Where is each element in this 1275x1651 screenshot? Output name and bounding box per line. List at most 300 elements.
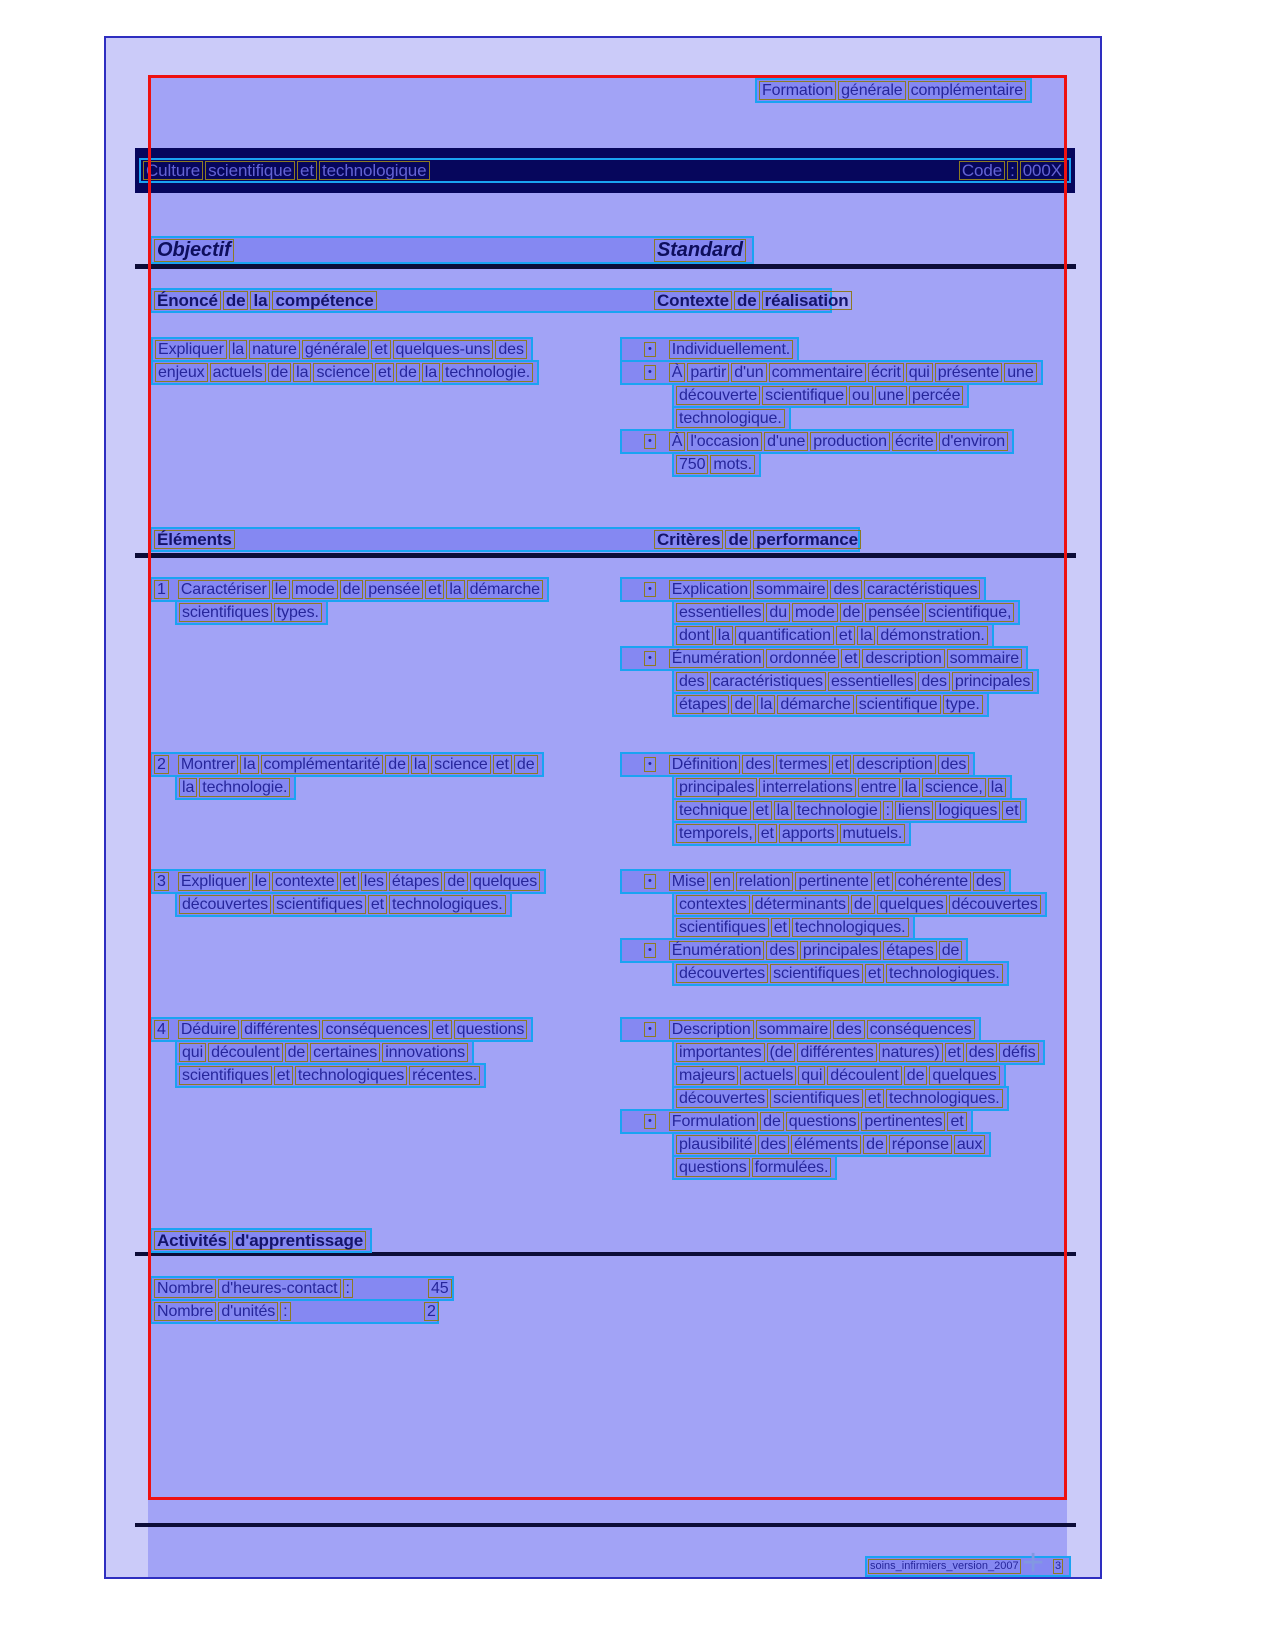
word-box: et — [493, 755, 512, 774]
word-box: natures) — [879, 1043, 943, 1062]
word-box: des — [833, 1020, 865, 1039]
word-box: caractéristiques — [710, 672, 826, 691]
criteria-line — [672, 406, 791, 431]
word-box: relation — [736, 872, 794, 891]
word-box: mode — [292, 580, 338, 599]
word-box: quantification — [735, 626, 834, 645]
criteria-line — [620, 646, 1028, 671]
criteria-line — [672, 452, 761, 477]
criteria-line — [620, 337, 799, 362]
bullet-icon: • — [644, 874, 656, 889]
word-box: étapes — [883, 941, 936, 960]
word-box: types. — [274, 603, 322, 622]
word-box: des — [758, 1135, 790, 1154]
word-box: de — [268, 363, 292, 382]
criteria-line — [672, 692, 989, 717]
activites-heading-line — [150, 1228, 372, 1253]
word-box: questions — [786, 1112, 860, 1131]
value-box: 45 — [428, 1279, 452, 1298]
word-box: Objectif — [154, 239, 234, 262]
word-box: de — [939, 941, 963, 960]
word-box: d'un — [731, 363, 766, 382]
word-box: récentes. — [409, 1066, 480, 1085]
word-box: de — [285, 1043, 309, 1062]
word-box: la — [422, 363, 440, 382]
word-box: pertinentes — [861, 1112, 945, 1131]
word-box: mode — [792, 603, 838, 622]
word-box: qui — [798, 1066, 825, 1085]
word-box: la — [988, 778, 1006, 797]
word-box: contexte — [272, 872, 338, 891]
word-box: dont — [676, 626, 713, 645]
word-box: : — [343, 1279, 353, 1298]
word-box: d'apprentissage — [232, 1231, 366, 1250]
word-box: scientifiques — [273, 895, 366, 914]
word-box: plausibilité — [676, 1135, 756, 1154]
word-box: Déduire — [178, 1020, 239, 1039]
element-line — [175, 1040, 474, 1065]
word-box: Code — [959, 161, 1005, 180]
word-box: scientifique — [856, 695, 941, 714]
word-box: technologiques. — [389, 895, 506, 914]
word-box: la — [179, 778, 197, 797]
word-box: la — [774, 801, 792, 820]
word-box: la — [293, 363, 311, 382]
word-box: sommaire — [753, 580, 828, 599]
word-box: Énoncé — [154, 291, 221, 310]
word-box: Explication — [669, 580, 751, 599]
word-box: technologie. — [199, 778, 290, 797]
word-box: démarche — [777, 695, 853, 714]
word-box: découvertes — [676, 1089, 768, 1108]
word-box: et — [1002, 801, 1021, 820]
course-title-line — [139, 158, 1071, 183]
word-box: des — [766, 941, 798, 960]
word-box: de — [725, 530, 751, 549]
criteria-line — [620, 429, 1014, 454]
word-box: importantes — [676, 1043, 765, 1062]
word-box: Énumération — [669, 649, 765, 668]
banner-line — [755, 78, 1032, 103]
word-box: des — [966, 1043, 998, 1062]
cursor-cross-mark: + — [1022, 1542, 1045, 1584]
word-box: découlent — [208, 1043, 283, 1062]
criteria-line — [672, 915, 915, 940]
bullet-icon: • — [644, 943, 656, 958]
word-box: principales — [676, 778, 757, 797]
criteria-line — [672, 961, 1009, 986]
value-box: 2 — [424, 1302, 439, 1321]
word-box: la — [446, 580, 464, 599]
element-line — [175, 892, 512, 917]
word-box: Éléments — [154, 530, 235, 549]
criteria-line — [620, 577, 986, 602]
word-box: quelques — [929, 1066, 999, 1085]
word-box: essentielles — [676, 603, 764, 622]
word-box: des — [495, 340, 527, 359]
word-box: Énumération — [669, 941, 765, 960]
word-box: performance — [753, 530, 861, 549]
word-box: scientifiques — [179, 603, 272, 622]
word-box: cohérente — [895, 872, 971, 891]
word-box: À — [669, 363, 686, 382]
word-box: et — [841, 649, 860, 668]
word-box: termes — [776, 755, 830, 774]
element-line — [150, 869, 546, 894]
word-box: en — [710, 872, 734, 891]
bullet-icon: • — [644, 342, 656, 357]
word-box: 750 — [676, 455, 708, 474]
word-box: scientifique — [762, 386, 847, 405]
word-box: Expliquer — [155, 340, 227, 359]
word-box: la — [411, 755, 429, 774]
word-box: technique — [676, 801, 751, 820]
word-box: de — [340, 580, 364, 599]
word-box: de — [396, 363, 420, 382]
objectif-standard-row — [150, 236, 754, 264]
word-box: de — [851, 895, 875, 914]
word-box: questions — [454, 1020, 528, 1039]
word-box: et — [340, 872, 359, 891]
elements-criteres-row — [150, 527, 860, 552]
word-box: pensée — [365, 580, 423, 599]
word-box: les — [361, 872, 387, 891]
word-box: déterminants — [752, 895, 849, 914]
word-box: et — [297, 161, 317, 180]
word-box: sommaire — [756, 1020, 831, 1039]
element-line — [175, 775, 296, 800]
word-box: la — [715, 626, 733, 645]
criteria-line — [620, 1017, 981, 1042]
enonce-contexte-row — [150, 288, 849, 313]
criteria-line — [620, 360, 1043, 385]
word-box: mots. — [710, 455, 755, 474]
word-box: principales — [952, 672, 1033, 691]
word-box: et — [753, 801, 772, 820]
word-box: découvertes — [179, 895, 271, 914]
word-box: qui — [906, 363, 933, 382]
criteria-line — [672, 623, 994, 648]
word-box: générale — [838, 81, 905, 100]
word-box: ou — [849, 386, 873, 405]
word-box: découlent — [827, 1066, 902, 1085]
word-box: pensée — [865, 603, 923, 622]
item-number: 4 — [154, 1020, 169, 1039]
word-box: et — [947, 1112, 966, 1131]
word-box: et — [274, 1066, 293, 1085]
word-box: l'occasion — [687, 432, 762, 451]
word-box: qui — [179, 1043, 206, 1062]
word-box: Activités — [154, 1231, 230, 1250]
word-box: et — [865, 964, 884, 983]
bullet-icon: • — [644, 651, 656, 666]
word-box: et — [945, 1043, 964, 1062]
course-header-bar — [135, 148, 1075, 193]
word-box: innovations — [382, 1043, 468, 1062]
word-box: générale — [302, 340, 369, 359]
standard-heading — [654, 239, 748, 262]
word-box: différentes — [797, 1043, 876, 1062]
element-line — [150, 577, 549, 602]
word-box: la — [857, 626, 875, 645]
word-box: étapes — [676, 695, 729, 714]
horizontal-rule — [135, 1523, 1076, 1527]
horizontal-rule — [135, 264, 1076, 269]
criteria-line — [620, 869, 1011, 894]
word-box: technologiques. — [886, 1089, 1003, 1108]
word-box: technologiques. — [792, 918, 909, 937]
bullet-icon: • — [644, 1022, 656, 1037]
word-box: et — [432, 1020, 451, 1039]
document-page — [104, 36, 1102, 1584]
word-box: écrit — [868, 363, 904, 382]
word-box: découvertes — [676, 964, 768, 983]
word-box: démonstration. — [877, 626, 987, 645]
word-box: d'environ — [939, 432, 1009, 451]
word-box: essentielles — [828, 672, 916, 691]
word-box: science, — [922, 778, 986, 797]
word-box: type. — [943, 695, 983, 714]
word-box: la — [757, 695, 775, 714]
word-box: scientifiques — [179, 1066, 272, 1085]
word-box: mutuels. — [840, 824, 906, 843]
word-box: technologiques. — [886, 964, 1003, 983]
word-box: et — [375, 363, 394, 382]
bullet-icon: • — [644, 757, 656, 772]
word-box: : — [280, 1302, 290, 1321]
word-box: de — [514, 755, 538, 774]
word-box: : — [883, 801, 893, 820]
word-box: sommaire — [947, 649, 1022, 668]
word-box: Expliquer — [178, 872, 250, 891]
word-box: de — [731, 695, 755, 714]
element-line — [150, 1017, 533, 1042]
word-box: et — [771, 918, 790, 937]
word-box: des — [973, 872, 1005, 891]
word-box: technologiques — [295, 1066, 407, 1085]
word-box: compétence — [272, 291, 376, 310]
element-line — [175, 600, 328, 625]
word-box: 000X — [1020, 161, 1065, 180]
word-box: Nombre — [154, 1302, 216, 1321]
item-number: 2 — [154, 755, 169, 774]
word-box: la — [902, 778, 920, 797]
word-box: complémentarité — [261, 755, 384, 774]
word-box: Formulation — [669, 1112, 758, 1131]
word-box: conséquences — [322, 1020, 430, 1039]
word-box: différentes — [241, 1020, 320, 1039]
criteria-line — [672, 1040, 1045, 1065]
word-box: liens — [895, 801, 933, 820]
criteria-line — [672, 383, 969, 408]
word-box: commentaire — [769, 363, 866, 382]
criteria-line — [620, 938, 968, 963]
word-box: scientifique, — [925, 603, 1014, 622]
word-box: Définition — [669, 755, 741, 774]
element-line — [150, 752, 544, 777]
word-box: partir — [687, 363, 729, 382]
word-box: Standard — [654, 239, 746, 262]
unites-line — [150, 1299, 439, 1324]
word-box: technologie. — [442, 363, 533, 382]
word-box: actuels — [740, 1066, 796, 1085]
criteria-line — [672, 892, 1047, 917]
criteria-line — [672, 1132, 991, 1157]
word-box: questions — [676, 1158, 750, 1177]
word-box: Critères — [654, 530, 723, 549]
word-box: technologique — [319, 161, 430, 180]
word-box: soins_infirmiers_version_2007 — [870, 1560, 1019, 1572]
word-box: contextes — [676, 895, 750, 914]
word-box: de — [385, 755, 409, 774]
word-box: science — [313, 363, 373, 382]
word-box: science — [431, 755, 491, 774]
word-box: de — [444, 872, 468, 891]
word-box: : — [1007, 161, 1018, 180]
word-box: formulées. — [752, 1158, 832, 1177]
word-box: réponse — [889, 1135, 952, 1154]
bullet-icon: • — [644, 1114, 656, 1129]
contexte-heading — [654, 291, 854, 310]
criteria-line — [620, 1109, 973, 1134]
word-box: et — [368, 895, 387, 914]
criteria-line — [672, 1063, 1006, 1088]
word-box: réalisation — [762, 291, 852, 310]
word-box: enjeux — [155, 363, 208, 382]
word-box: conséquences — [867, 1020, 975, 1039]
word-box: Contexte — [654, 291, 732, 310]
word-box: production — [810, 432, 890, 451]
word-box: de — [863, 1135, 887, 1154]
criteria-line — [672, 669, 1039, 694]
horizontal-rule — [135, 553, 1076, 558]
word-box: des — [742, 755, 774, 774]
criteres-heading — [654, 530, 863, 549]
word-box: scientifique — [205, 161, 295, 180]
word-box: découverte — [676, 386, 760, 405]
word-box: caractéristiques — [864, 580, 980, 599]
word-box: de — [904, 1066, 928, 1085]
word-box: description — [853, 755, 935, 774]
word-box: ordonnée — [766, 649, 839, 668]
word-box: d'heures-contact — [218, 1279, 340, 1298]
word-box: percée — [909, 386, 963, 405]
word-box: quelques — [877, 895, 947, 914]
word-box: défis — [999, 1043, 1038, 1062]
word-box: éléments — [791, 1135, 861, 1154]
criteria-line — [672, 821, 911, 846]
word-box: Mise — [669, 872, 708, 891]
word-box: temporels, — [676, 824, 756, 843]
word-box: de — [760, 1112, 784, 1131]
word-box: description — [862, 649, 944, 668]
word-box: et — [425, 580, 444, 599]
criteria-line — [672, 600, 1020, 625]
word-box: certaines — [310, 1043, 380, 1062]
word-box: et — [836, 626, 855, 645]
word-box: scientifiques — [770, 1089, 863, 1108]
item-number: 3 — [154, 872, 169, 891]
word-box: la — [229, 340, 247, 359]
word-box: quelques — [470, 872, 540, 891]
word-box: et — [758, 824, 777, 843]
word-box: des — [676, 672, 708, 691]
word-box: d'une — [764, 432, 808, 451]
word-box: technologie — [794, 801, 881, 820]
word-box: des — [830, 580, 862, 599]
word-box: principales — [800, 941, 881, 960]
word-box: et — [832, 755, 851, 774]
word-box: et — [371, 340, 390, 359]
word-box: de — [734, 291, 760, 310]
word-box: du — [766, 603, 790, 622]
word-box: (de — [767, 1043, 796, 1062]
word-box: découvertes — [949, 895, 1041, 914]
word-box: de — [840, 603, 864, 622]
enonce-line — [151, 360, 539, 385]
word-box: le — [252, 872, 270, 891]
word-box: le — [272, 580, 290, 599]
word-box: des — [938, 755, 970, 774]
item-number: 1 — [154, 580, 169, 599]
bullet-icon: • — [644, 365, 656, 380]
word-box: quelques-uns — [393, 340, 494, 359]
word-box: Formation — [759, 81, 836, 100]
word-box: technologique. — [676, 409, 785, 428]
word-box: nature — [249, 340, 300, 359]
word-box: Individuellement. — [669, 340, 793, 359]
criteria-line — [672, 1155, 837, 1180]
word-box: étapes — [389, 872, 442, 891]
word-box: et — [874, 872, 893, 891]
word-box: pertinente — [795, 872, 871, 891]
word-box: Description — [669, 1020, 754, 1039]
enonce-line — [151, 337, 533, 362]
word-box: une — [875, 386, 907, 405]
bullet-icon: • — [644, 582, 656, 597]
criteria-line — [672, 775, 1012, 800]
word-box: la — [250, 291, 270, 310]
word-box: entre — [858, 778, 900, 797]
word-box: Nombre — [154, 1279, 216, 1298]
word-box: la — [240, 755, 258, 774]
word-box: logiques — [935, 801, 1000, 820]
criteria-line — [672, 798, 1027, 823]
bullet-icon: • — [644, 434, 656, 449]
word-box: scientifiques — [770, 964, 863, 983]
word-box: démarche — [467, 580, 543, 599]
word-box: aux — [954, 1135, 986, 1154]
word-box: actuels — [210, 363, 266, 382]
criteria-line — [620, 752, 975, 777]
word-box: une — [1004, 363, 1036, 382]
word-box: scientifiques — [676, 918, 769, 937]
word-box: Caractériser — [178, 580, 270, 599]
word-box: et — [865, 1089, 884, 1108]
criteria-line — [672, 1086, 1009, 1111]
word-box: À — [669, 432, 686, 451]
word-box: des — [918, 672, 950, 691]
word-box: écrite — [892, 432, 937, 451]
word-box: majeurs — [676, 1066, 738, 1085]
word-box: complémentaire — [908, 81, 1026, 100]
word-box: Montrer — [178, 755, 238, 774]
heures-contact-line — [150, 1276, 454, 1301]
word-box: présente — [935, 363, 1002, 382]
word-box: d'unités — [218, 1302, 278, 1321]
word-box: Culture — [143, 161, 203, 180]
word-box: interrelations — [759, 778, 855, 797]
